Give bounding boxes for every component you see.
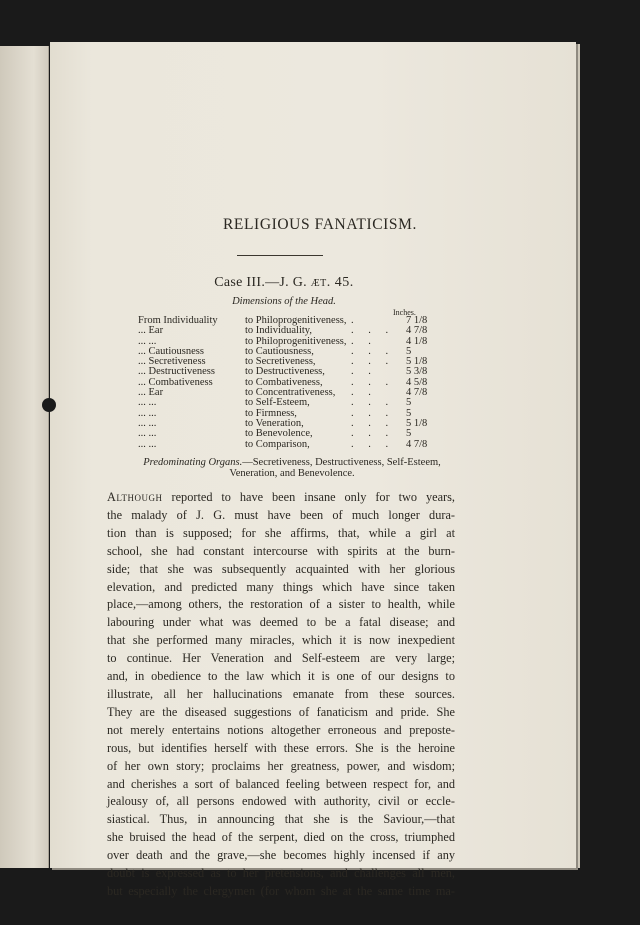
table-caption: Dimensions of the Head. (232, 296, 336, 307)
to-cell: to Firmness, (245, 407, 297, 419)
value-cell: 4 7/8 (406, 438, 428, 450)
value-cell: 5 (406, 428, 412, 440)
text-line: to continue. Her Veneration and Self-esteem are very large; (107, 651, 455, 666)
dots-cell: . . (351, 366, 377, 378)
units-label: Inches. (393, 308, 416, 317)
to-cell: to Veneration, (245, 417, 304, 429)
dots-cell: . . . (351, 345, 395, 357)
dots-cell: . . . (351, 325, 395, 337)
to-cell: to Benevolence, (245, 428, 313, 440)
from-cell: ... ... (138, 428, 157, 440)
from-cell: ... ... (138, 335, 157, 347)
value-cell: 4 7/8 (406, 387, 428, 399)
page-edge (576, 44, 580, 868)
value-cell: 5 (406, 345, 412, 357)
binding-hole (42, 398, 56, 412)
value-cell: 5 (406, 407, 412, 419)
dots-cell: . . . (351, 356, 395, 368)
to-cell: to Self-Esteem, (245, 397, 310, 409)
dots-cell: . . . (351, 417, 395, 429)
from-cell: ... Secretiveness (138, 356, 206, 368)
value-cell: 5 3/8 (406, 366, 428, 378)
from-cell: ... Cautiousness (138, 345, 204, 357)
text-line: over death and the grave,—she becomes highly incensed if any (107, 848, 455, 863)
left-page-edge (0, 46, 49, 868)
text-line: of her own story; proclaims her greatness, power, and wisdom; (107, 758, 455, 773)
value-cell: 5 1/8 (406, 417, 428, 429)
text-line: but especially the clergymen (for whom she at the same time ma- (107, 883, 455, 898)
text-line: and, in obedience to the law which it is one of our designs to (107, 669, 455, 684)
text-line: that she performed many miracles, which it is now inexpedient (107, 633, 455, 648)
to-cell: to Destructiveness, (245, 366, 325, 378)
from-cell: From Individuality (138, 315, 218, 326)
text-line: elevation, and predicted many things which have since taken (107, 579, 455, 594)
page-title: RELIGIOUS FANATICISM. (222, 216, 417, 233)
text-line: They are the diseased suggestions of fanaticism and pride. She (107, 704, 455, 719)
body-paragraph (107, 489, 455, 901)
dots-cell: . . . (351, 397, 395, 409)
text-line: she bruised the head of the serpent, died on the cross, triumphed (107, 830, 455, 845)
to-cell: to Individuality, (245, 325, 312, 337)
from-cell: ... Ear (138, 387, 164, 399)
organs-text-2: Veneration, and Benevolence. (229, 468, 355, 479)
dots-cell: . . . (351, 376, 395, 388)
text-line: tion than is supposed; for she affirms, that, while a girl at (107, 525, 455, 540)
dots-cell: . . . (351, 428, 395, 440)
dots-cell: . . (351, 335, 377, 347)
text-line: the malady of J. G. must have been of much longer dura- (107, 507, 455, 522)
to-cell: to Secretiveness, (245, 356, 316, 368)
to-cell: to Comparison, (245, 438, 310, 450)
text-line: labouring under what was deemed to be a fatal disease; and (107, 615, 455, 630)
to-cell: to Cautiousness, (245, 345, 314, 357)
organs-text: —Secretiveness, Destructiveness, Self-Esteem, (242, 457, 441, 468)
from-cell: ... Ear (138, 325, 164, 337)
dots-cell: . . (351, 387, 377, 399)
value-cell: 5 (406, 397, 412, 409)
title-rule (237, 255, 323, 256)
text-line: doubt is expressed as to her pretensions, and challenges all men, (107, 866, 455, 881)
text-line: jealousy of, all persons endowed with authority, civil or eccle- (107, 794, 455, 809)
to-cell: to Concentrativeness, (245, 387, 336, 399)
dots-cell: . (351, 315, 360, 326)
text-line: rous, but identifies herself with these errors. She is the heroine (107, 740, 455, 755)
from-cell: ... ... (138, 397, 157, 409)
predominating-organs (112, 457, 472, 479)
from-cell: ... Destructiveness (138, 366, 215, 378)
dots-cell: . . . (351, 438, 395, 450)
from-cell: ... ... (138, 417, 157, 429)
text-line: school, she had constant intercourse with spirits at the burn- (107, 543, 455, 558)
dots-cell: . . . (351, 407, 395, 419)
case-heading (0, 275, 568, 291)
from-cell: ... ... (138, 407, 157, 419)
text-line (107, 489, 455, 507)
to-cell: to Philoprogenitiveness, (245, 315, 347, 326)
from-cell: ... ... (138, 438, 157, 450)
from-cell: ... Combativeness (138, 376, 213, 388)
organs-label: Predominating Organs. (143, 457, 243, 468)
text-line: and cherishes a sort of balanced feeling between respect for, and (107, 776, 455, 791)
text-line: not merely entertains notions altogether erroneous and prepostе- (107, 722, 455, 737)
value-cell: 7 1/8 (406, 315, 428, 326)
case-label: Case III.—J. G. (214, 275, 311, 290)
drop-word: Although (107, 490, 163, 504)
text-line: place,—among others, the restoration of a sister to health, while (107, 597, 455, 612)
text-line: side; that she was subsequently acquainted with her glorious (107, 561, 455, 576)
value-cell: 4 1/8 (406, 335, 428, 347)
to-cell: to Combativeness, (245, 376, 323, 388)
to-cell: to Philoprogenitiveness, (245, 335, 347, 347)
text-line: illustrate, all her hallucinations emanate from these sources. (107, 686, 455, 701)
value-cell: 4 7/8 (406, 325, 428, 337)
value-cell: 4 5/8 (406, 376, 428, 388)
text-line-rest: reported to have been insane only for two years, (162, 490, 455, 504)
value-cell: 5 1/8 (406, 356, 428, 368)
text-line: siastical. Thus, in announcing that she is the Saviour,—that (107, 812, 455, 827)
case-age: ӕt. 45. (310, 275, 354, 290)
